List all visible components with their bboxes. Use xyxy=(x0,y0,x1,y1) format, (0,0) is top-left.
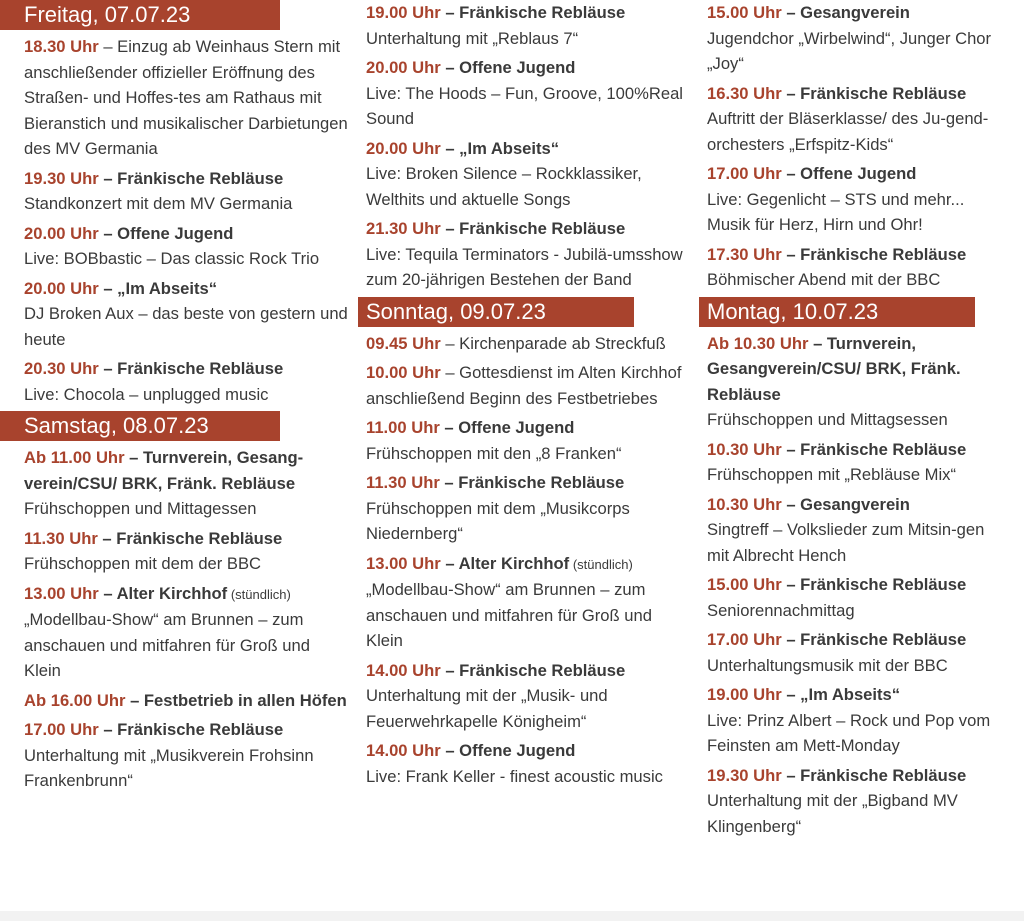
event-entry xyxy=(24,34,349,162)
event-separator: – xyxy=(98,223,118,243)
event-separator: – xyxy=(98,359,118,378)
event-separator: – xyxy=(781,439,801,459)
event-separator: – xyxy=(440,741,460,760)
event-separator: – xyxy=(440,138,460,158)
event-description: Live: The Hoods – Fun, Groove, 100%Real Sound xyxy=(366,83,683,128)
event-separator: – xyxy=(781,765,801,785)
event-time: Ab 16.00 Uhr xyxy=(24,690,126,710)
event-entry xyxy=(707,437,1007,488)
event-entry xyxy=(24,356,349,407)
column-friday-saturday xyxy=(24,0,349,798)
event-organizer: Offene Jugend xyxy=(117,223,234,243)
event-separator: – xyxy=(124,448,143,467)
event-separator: – xyxy=(440,553,459,573)
event-description: Auftritt der Bläserklasse/ des Ju-gend- orchesters „Erfspitz-Kids“ xyxy=(707,109,989,154)
event-time: 21.30 Uhr xyxy=(366,219,441,238)
event-entry xyxy=(24,276,349,353)
event-separator: – xyxy=(440,58,460,77)
event-entry xyxy=(366,738,691,789)
event-time: 13.00 Uhr xyxy=(24,583,99,603)
event-description: Live: Tequila Terminators - Jubilä-umsshow zum 20-jährigen Bestehen der Band xyxy=(366,244,683,289)
event-separator: – xyxy=(781,83,801,103)
event-note: (stündlich) xyxy=(227,586,291,602)
event-description: Unterhaltung mit der „Bigband MV Klingenberg“ xyxy=(707,791,958,836)
event-organizer: Fränkische Rebläuse xyxy=(800,83,967,103)
event-time: 11.30 Uhr xyxy=(24,528,98,548)
event-organizer: Festbetrieb in allen Höfen xyxy=(143,690,347,710)
event-description: Live: Broken Silence – Rockklassiker, Welthits und aktuelle Songs xyxy=(366,164,642,209)
event-separator: – xyxy=(440,219,460,238)
event-description: Live: Frank Keller - finest acoustic music xyxy=(366,766,663,786)
event-separator: – xyxy=(781,630,801,649)
event-entry xyxy=(707,682,1007,759)
event-description: Live: BOBbastic – Das classic Rock Trio xyxy=(24,249,320,268)
event-separator: – xyxy=(781,575,801,594)
event-separator: – xyxy=(97,528,117,548)
event-organizer: „Im Abseits“ xyxy=(800,685,901,704)
event-entry xyxy=(366,551,691,654)
event-time: 13.00 Uhr xyxy=(366,553,441,573)
event-time: 15.00 Uhr xyxy=(707,3,782,22)
event-time: 19.30 Uhr xyxy=(24,168,99,188)
event-entry xyxy=(366,55,691,132)
event-entry xyxy=(366,415,691,466)
event-entry xyxy=(707,627,1007,678)
event-entry xyxy=(707,763,1007,840)
event-organizer: Offene Jugend xyxy=(458,418,575,437)
event-time: Ab 10.30 Uhr xyxy=(707,333,809,353)
event-organizer: Offene Jugend xyxy=(459,58,576,77)
event-entry xyxy=(366,216,691,293)
event-organizer: Alter Kirchhof xyxy=(116,583,228,603)
event-organizer: Offene Jugend xyxy=(459,741,576,760)
event-organizer: Fränkische Rebläuse xyxy=(117,359,284,378)
event-organizer: Fränkische Rebläuse xyxy=(117,720,284,739)
event-organizer: Turnverein, Gesang-verein/CSU/ BRK, Fränk. Rebläuse xyxy=(24,448,304,493)
event-time: 10.30 Uhr xyxy=(707,494,782,514)
event-description: Frühschoppen und Mittagsessen xyxy=(707,410,948,429)
event-description: Frühschoppen mit dem der BBC xyxy=(24,554,262,573)
event-entry xyxy=(707,161,1007,238)
event-description: Frühschoppen mit dem „Musikcorps Niedernberg“ xyxy=(366,498,630,543)
event-entry xyxy=(24,688,349,714)
event-time: 17.00 Uhr xyxy=(707,630,782,649)
event-entry xyxy=(366,136,691,213)
event-organizer: Turnverein, Gesangverein/CSU/ BRK, Fränk. Rebläuse xyxy=(707,333,961,404)
event-entry xyxy=(24,717,349,794)
event-description: Live: Chocola – unplugged music xyxy=(24,384,269,404)
event-time: 14.00 Uhr xyxy=(366,741,441,760)
event-text: Einzug ab Weinhaus Stern mit anschließender offizieller Eröffnung des Straßen- und Hoffes-tes am Rathaus mit Bieranstich und musikalischer Darbietungen des MV Germania xyxy=(24,37,348,158)
event-description: Live: Gegenlicht – STS und mehr... Musik für Herz, Hirn und Ohr! xyxy=(707,189,965,234)
event-separator: – xyxy=(440,3,460,22)
event-time: 11.00 Uhr xyxy=(366,418,440,437)
event-separator: – xyxy=(98,278,118,298)
event-time: 20.30 Uhr xyxy=(24,359,99,378)
event-description: Frühschoppen mit „Rebläuse Mix“ xyxy=(707,465,957,484)
day-header: Montag, 10.07.23 xyxy=(699,297,975,327)
event-entry xyxy=(366,658,691,735)
event-description: Unterhaltungsmusik mit der BBC xyxy=(707,655,948,675)
event-organizer: Fränkische Rebläuse xyxy=(800,439,967,459)
column-saturday-sunday xyxy=(366,0,691,793)
event-time: 17.00 Uhr xyxy=(707,164,782,183)
event-separator: – xyxy=(440,660,460,680)
event-organizer: „Im Abseits“ xyxy=(117,278,218,298)
event-separator: – xyxy=(781,685,801,704)
event-separator: – xyxy=(440,333,460,353)
event-description: Singtreff – Volkslieder zum Mitsin-gen mit Albrecht Hench xyxy=(707,520,985,565)
event-organizer: Fränkische Rebläuse xyxy=(459,219,626,238)
event-time: 19.00 Uhr xyxy=(707,685,782,704)
event-description: Seniorennachmittag xyxy=(707,600,855,620)
event-description: „Modellbau-Show“ am Brunnen – zum anschauen und mitfahren für Groß und Klein xyxy=(366,580,652,650)
event-time: 20.00 Uhr xyxy=(24,223,99,243)
event-entry xyxy=(24,581,349,684)
event-description: Unterhaltung mit der „Musik- und Feuerwehrkapelle Königheim“ xyxy=(366,686,608,731)
event-time: 11.30 Uhr xyxy=(366,473,440,492)
event-separator: – xyxy=(440,363,460,382)
event-time: 20.00 Uhr xyxy=(366,58,441,77)
event-time: 17.00 Uhr xyxy=(24,720,99,739)
event-separator: – xyxy=(439,473,459,492)
event-entry xyxy=(24,445,349,522)
event-separator: – xyxy=(439,418,459,437)
event-description: Live: Prinz Albert – Rock und Pop vom Feinsten am Mett-Monday xyxy=(707,710,991,755)
event-entry xyxy=(707,492,1007,569)
event-time: 10.00 Uhr xyxy=(366,363,441,382)
day-header: Samstag, 08.07.23 xyxy=(0,411,280,441)
event-entry xyxy=(707,572,1007,623)
event-organizer: Fränkische Rebläuse xyxy=(117,168,284,188)
event-separator: – xyxy=(98,720,118,739)
bottom-bar xyxy=(0,911,1024,921)
event-time: 19.30 Uhr xyxy=(707,765,782,785)
event-time: 10.30 Uhr xyxy=(707,439,782,459)
event-time: 20.00 Uhr xyxy=(24,278,99,298)
event-entry xyxy=(24,526,349,577)
event-organizer: Fränkische Rebläuse xyxy=(800,630,967,649)
event-time: 20.00 Uhr xyxy=(366,138,441,158)
event-entry xyxy=(24,166,349,217)
event-description: Unterhaltung mit „Reblaus 7“ xyxy=(366,28,579,48)
event-description: Frühschoppen und Mittagessen xyxy=(24,499,257,518)
event-entry xyxy=(366,470,691,547)
event-organizer: Fränkische Rebläuse xyxy=(800,244,967,264)
event-entry xyxy=(366,360,691,411)
event-time: 16.30 Uhr xyxy=(707,83,782,103)
event-separator: – xyxy=(98,583,117,603)
event-organizer: Fränkische Rebläuse xyxy=(458,473,625,492)
event-organizer: Fränkische Rebläuse xyxy=(800,575,967,594)
event-time: Ab 11.00 Uhr xyxy=(24,448,125,467)
event-organizer: Gesangverein xyxy=(800,3,910,22)
event-organizer: Fränkische Rebläuse xyxy=(459,660,626,680)
event-time: 19.00 Uhr xyxy=(366,3,441,22)
event-time: 18.30 Uhr xyxy=(24,37,99,56)
event-time: 17.30 Uhr xyxy=(707,244,782,264)
event-description: Frühschoppen mit den „8 Franken“ xyxy=(366,443,622,463)
event-entry xyxy=(24,221,349,272)
event-organizer: „Im Abseits“ xyxy=(459,138,560,158)
event-organizer: Fränkische Rebläuse xyxy=(459,3,626,22)
day-header: Freitag, 07.07.23 xyxy=(0,0,280,30)
event-separator: – xyxy=(98,168,118,188)
event-time: 15.00 Uhr xyxy=(707,575,782,594)
event-separator: – xyxy=(125,690,144,710)
event-entry xyxy=(707,0,1007,77)
event-description: Unterhaltung mit „Musikverein Frohsinn Frankenbrunn“ xyxy=(24,745,314,790)
event-organizer: Fränkische Rebläuse xyxy=(800,765,967,785)
event-separator: – xyxy=(781,244,801,264)
event-separator: – xyxy=(98,37,118,56)
column-sunday-monday xyxy=(707,0,1007,843)
event-description: „Modellbau-Show“ am Brunnen – zum anschauen und mitfahren für Groß und Klein xyxy=(24,610,310,680)
event-organizer: Alter Kirchhof xyxy=(458,553,570,573)
event-organizer: Fränkische Rebläuse xyxy=(116,528,283,548)
event-time: 09.45 Uhr xyxy=(366,333,441,353)
event-time: 14.00 Uhr xyxy=(366,660,441,680)
event-entry xyxy=(707,81,1007,158)
event-separator: – xyxy=(781,3,801,22)
event-description: Böhmischer Abend mit der BBC xyxy=(707,270,941,289)
event-separator: – xyxy=(781,494,801,514)
event-text: Kirchenparade ab Streckfuß xyxy=(459,333,666,353)
event-description: Standkonzert mit dem MV Germania xyxy=(24,194,293,213)
event-organizer: Gesangverein xyxy=(800,494,910,514)
event-description: DJ Broken Aux – das beste von gestern und heute xyxy=(24,304,348,349)
event-separator: – xyxy=(781,164,801,183)
event-separator: – xyxy=(808,333,827,353)
event-entry xyxy=(366,331,691,357)
event-organizer: Offene Jugend xyxy=(800,164,917,183)
event-text: Gottesdienst im Alten Kirchhof anschließend Beginn des Festbetriebes xyxy=(366,363,682,408)
event-entry xyxy=(707,242,1007,293)
event-description: Jugendchor „Wirbelwind“, Junger Chor „Joy“ xyxy=(707,28,992,73)
day-header: Sonntag, 09.07.23 xyxy=(358,297,634,327)
event-entry xyxy=(366,0,691,51)
event-note: (stündlich) xyxy=(569,556,633,572)
event-entry xyxy=(707,331,1007,433)
